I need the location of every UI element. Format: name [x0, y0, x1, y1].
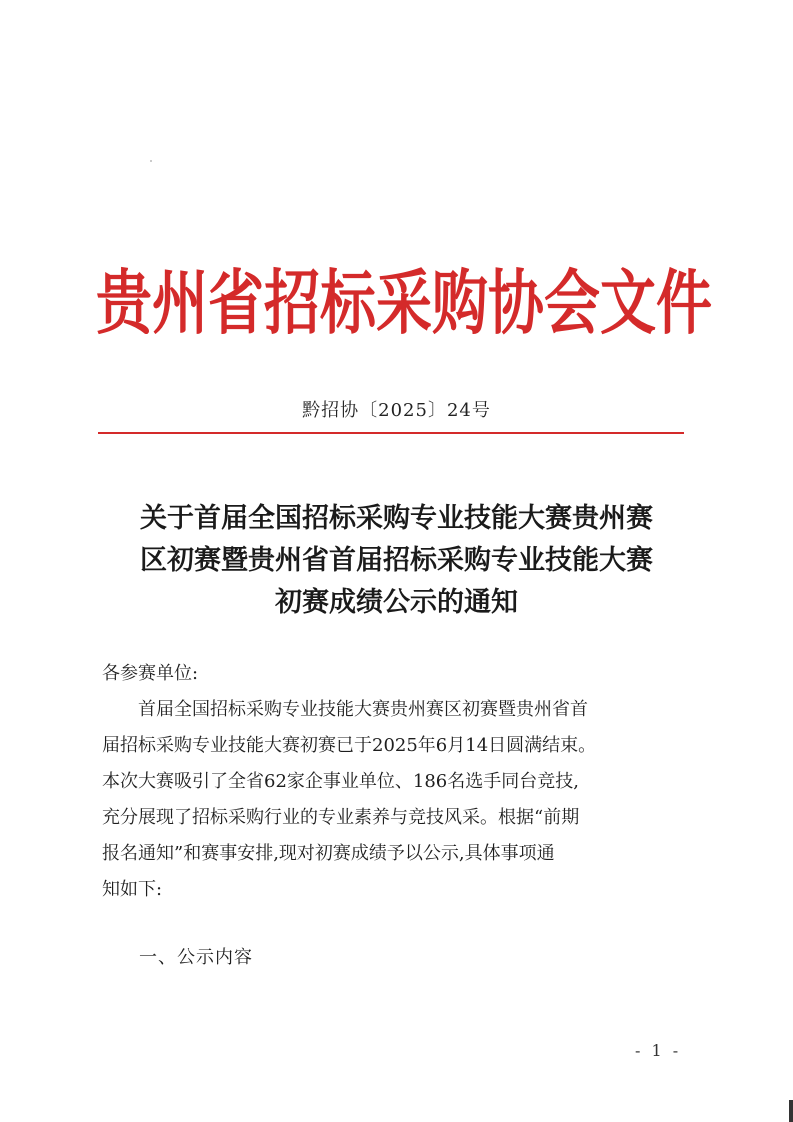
- notice-title-line: 初赛成绩公示的通知: [275, 587, 518, 618]
- paragraph-line: 知如下:: [102, 879, 163, 900]
- section-heading: 一、公示内容: [139, 947, 253, 968]
- scan-speck: [150, 160, 152, 162]
- red-divider-line: [98, 432, 684, 434]
- document-masthead: 贵州省招标采购协会文件: [96, 263, 712, 345]
- notice-title-line: 区初赛暨贵州省首届招标采购专业技能大赛: [140, 545, 653, 576]
- notice-title-line: 关于首届全国招标采购专业技能大赛贵州赛: [140, 503, 653, 534]
- scan-edge-mark: [789, 1100, 793, 1122]
- page-number: - 1 -: [635, 1041, 682, 1060]
- body-paragraph: [102, 692, 692, 908]
- paragraph-line: 报名通知”和赛事安排,现对初赛成绩予以公示,具体事项通: [102, 843, 555, 864]
- paragraph-line: 充分展现了招标采购行业的专业素养与竞技风采。根据“前期: [102, 807, 580, 828]
- notice-body: [102, 656, 692, 908]
- paragraph-line: 届招标采购专业技能大赛初赛已于2025年6月14日圆满结束。: [102, 735, 597, 756]
- paragraph-line: 本次大赛吸引了全省62家企事业单位、186名选手同台竞技,: [102, 771, 579, 792]
- paragraph-line: 首届全国招标采购专业技能大赛贵州赛区初赛暨贵州省首: [138, 699, 588, 720]
- document-number: 黔招协〔2025〕24号: [302, 400, 491, 421]
- notice-title: [0, 498, 793, 624]
- salutation: 各参赛单位:: [102, 663, 199, 684]
